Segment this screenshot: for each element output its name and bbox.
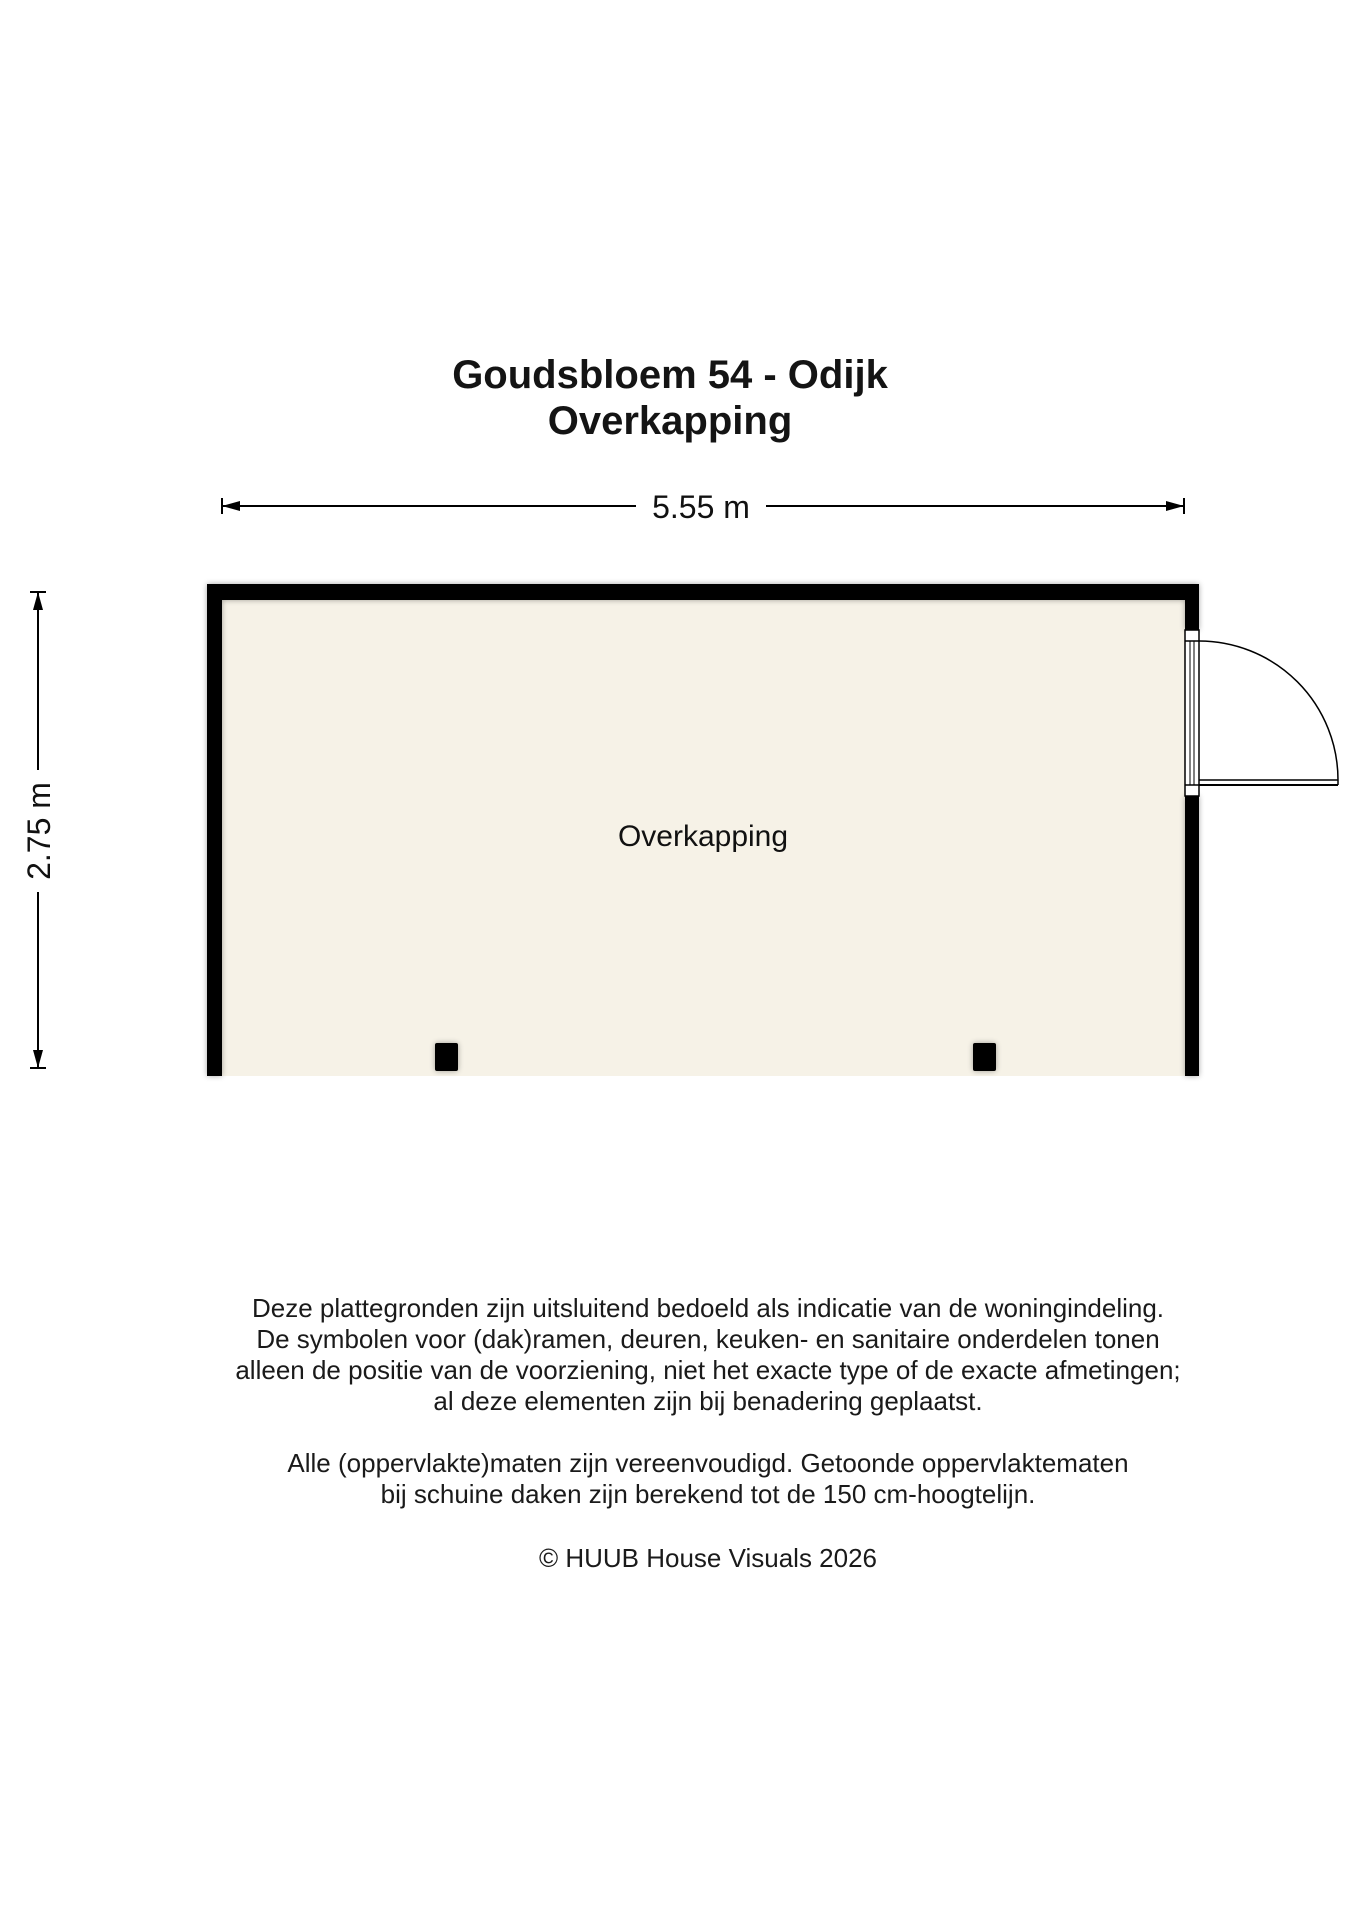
right-wall-lower [1185, 796, 1199, 1076]
height-label: 2.75 m [21, 782, 57, 880]
disclaimer-text [0, 1293, 1358, 1417]
disclaimer-line: bij schuine daken zijn berekend tot de 150 cm-hoogtelijn. [380, 1479, 1036, 1509]
copyright-notice: © HUUB House Visuals 2026 [538, 1543, 878, 1573]
plan-title: Goudsbloem 54 - Odijk [452, 353, 888, 397]
measurement-note [0, 1448, 1358, 1510]
column-right [973, 1043, 996, 1071]
disclaimer-line: De symbolen voor (dak)ramen, deuren, keuken- en sanitaire onderdelen tonen [256, 1324, 1160, 1354]
door [1185, 630, 1338, 796]
width-label: 5.55 m [652, 489, 750, 525]
disclaimer-line: al deze elementen zijn bij benadering geplaatst. [433, 1386, 983, 1416]
left-wall [207, 584, 222, 1076]
door-swing-arc [1199, 641, 1338, 780]
disclaimer-line: alleen de positie van de voorziening, niet het exacte type of de exacte afmetingen; [235, 1355, 1181, 1385]
plan-subtitle: Overkapping [547, 399, 793, 443]
room-label: Overkapping [617, 820, 789, 853]
height-dimension [21, 592, 57, 1068]
top-wall [207, 584, 1199, 600]
column-left [435, 1043, 458, 1071]
disclaimer-line: Deze plattegronden zijn uitsluitend bedoeld als indicatie van de woningindeling. [251, 1293, 1165, 1323]
right-wall-upper [1185, 584, 1199, 630]
disclaimer-line: Alle (oppervlakte)maten zijn vereenvoudigd. Getoonde oppervlaktematen [287, 1448, 1129, 1478]
width-dimension [222, 489, 1184, 525]
door-frame [1185, 630, 1199, 796]
